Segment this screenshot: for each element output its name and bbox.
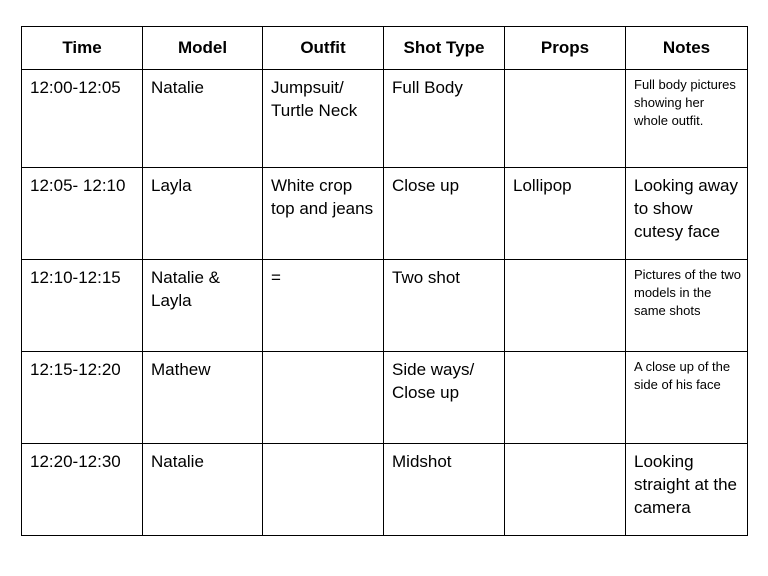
table-row [22,444,748,536]
table-row [22,352,748,444]
cell-model: Mathew [143,352,263,444]
cell-outfit: = [263,260,384,352]
cell-notes: Pictures of the two models in the same shots [626,260,748,352]
header-time: Time [22,27,143,70]
cell-props [505,352,626,444]
header-shot-type: Shot Type [384,27,505,70]
table-row [22,260,748,352]
cell-props: Lollipop [505,168,626,260]
table-row [22,70,748,168]
cell-notes: A close up of the side of his face [626,352,748,444]
cell-props [505,260,626,352]
header-props: Props [505,27,626,70]
cell-shot-type: Close up [384,168,505,260]
cell-shot-type: Side ways/ Close up [384,352,505,444]
cell-outfit [263,352,384,444]
shot-schedule-table [21,26,748,536]
table-row [22,168,748,260]
cell-props [505,70,626,168]
cell-time: 12:20-12:30 [22,444,143,536]
cell-model: Natalie [143,444,263,536]
cell-model: Layla [143,168,263,260]
cell-outfit: White crop top and jeans [263,168,384,260]
cell-notes: Full body pictures showing her whole outfit. [626,70,748,168]
cell-notes: Looking away to show cutesy face [626,168,748,260]
cell-time: 12:05- 12:10 [22,168,143,260]
cell-model: Natalie [143,70,263,168]
table-header-row [22,27,748,70]
cell-shot-type: Two shot [384,260,505,352]
cell-outfit [263,444,384,536]
cell-model: Natalie & Layla [143,260,263,352]
cell-shot-type: Full Body [384,70,505,168]
header-outfit: Outfit [263,27,384,70]
cell-outfit: Jumpsuit/ Turtle Neck [263,70,384,168]
header-notes: Notes [626,27,748,70]
cell-notes: Looking straight at the camera [626,444,748,536]
header-model: Model [143,27,263,70]
cell-shot-type: Midshot [384,444,505,536]
cell-time: 12:15-12:20 [22,352,143,444]
cell-props [505,444,626,536]
cell-time: 12:10-12:15 [22,260,143,352]
cell-time: 12:00-12:05 [22,70,143,168]
